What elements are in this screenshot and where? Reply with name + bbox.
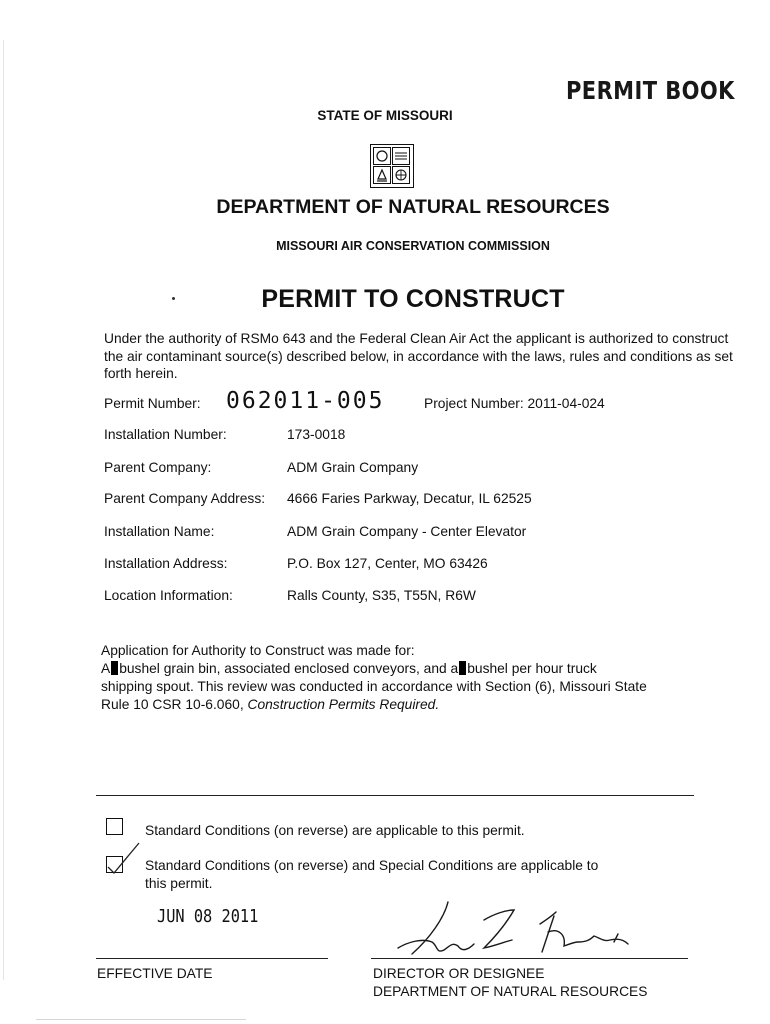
effective-date-label: EFFECTIVE DATE: [97, 966, 213, 981]
logo-sun-icon: [373, 147, 391, 165]
commission-heading: MISSOURI AIR CONSERVATION COMMISSION: [276, 239, 550, 253]
permit-number-label: Permit Number:: [104, 396, 201, 411]
section-divider: [96, 795, 694, 796]
effective-date-stamp: JUN 08 2011: [157, 906, 259, 927]
permit-book-stamp: PERMIT BOOK: [566, 76, 735, 105]
redaction-bar: [111, 661, 118, 675]
authority-paragraph: Under the authority of RSMo 643 and the Federal Clean Air Act the applicant is authorized to construct the air contaminant source(s) described below, in accordance with the laws, rules and conditions as set forth herein.: [104, 331, 733, 381]
field-label: Location Information:: [104, 588, 233, 603]
field-label: Parent Company Address:: [104, 491, 266, 506]
application-line: Application for Authority to Construct was made for:: [101, 643, 415, 658]
field-label: Installation Address:: [104, 556, 228, 571]
permit-title: PERMIT TO CONSTRUCT: [261, 285, 565, 313]
application-line: A bushel grain bin, associated enclosed conveyors, and a bushel per hour truck: [101, 661, 597, 676]
director-signature: [378, 898, 640, 964]
scan-edge: [3, 40, 4, 980]
field-value: 4666 Faries Parkway, Decatur, IL 62525: [287, 491, 532, 506]
dnr-logo: [370, 144, 414, 188]
application-paragraph: [101, 642, 726, 714]
redaction-bar: [459, 661, 466, 675]
field-label: Installation Name:: [104, 524, 215, 539]
standard-conditions-text: Standard Conditions (on reverse) are applicable to this permit.: [145, 823, 525, 838]
standard-conditions-checkbox[interactable]: [106, 818, 123, 835]
field-label: Parent Company:: [104, 460, 212, 475]
special-conditions-text: Standard Conditions (on reverse) and Special Conditions are applicable to this permit.: [145, 858, 599, 891]
field-value: ADM Grain Company - Center Elevator: [287, 524, 527, 539]
field-value: ADM Grain Company: [287, 460, 419, 475]
state-heading: STATE OF MISSOURI: [317, 108, 453, 123]
checkmark-icon: [105, 845, 135, 875]
signature-line: [371, 958, 688, 959]
field-value: Ralls County, S35, T55N, R6W: [287, 588, 476, 603]
special-conditions-checkbox[interactable]: [106, 856, 123, 873]
director-label: DIRECTOR OR DESIGNEE: [373, 966, 545, 981]
logo-tree-icon: [373, 166, 391, 184]
field-value: 173-0018: [287, 427, 346, 442]
department-heading: DEPARTMENT OF NATURAL RESOURCES: [216, 196, 610, 218]
application-line: Rule 10 CSR 10-6.060, Construction Permits Required.: [101, 697, 440, 712]
project-number: Project Number: 2011-04-024: [424, 396, 605, 411]
effective-date-line: [96, 958, 328, 959]
permit-number-stamp: 062011-005: [226, 388, 385, 414]
application-line: shipping spout. This review was conducted in accordance with Section (6), Missouri State: [101, 679, 647, 694]
logo-water-icon: [392, 147, 410, 165]
field-value: P.O. Box 127, Center, MO 63426: [287, 556, 488, 571]
logo-leaf-icon: [392, 166, 410, 184]
field-label: Installation Number:: [104, 427, 227, 442]
scan-edge: [36, 1019, 246, 1020]
department-label: DEPARTMENT OF NATURAL RESOURCES: [373, 984, 648, 999]
